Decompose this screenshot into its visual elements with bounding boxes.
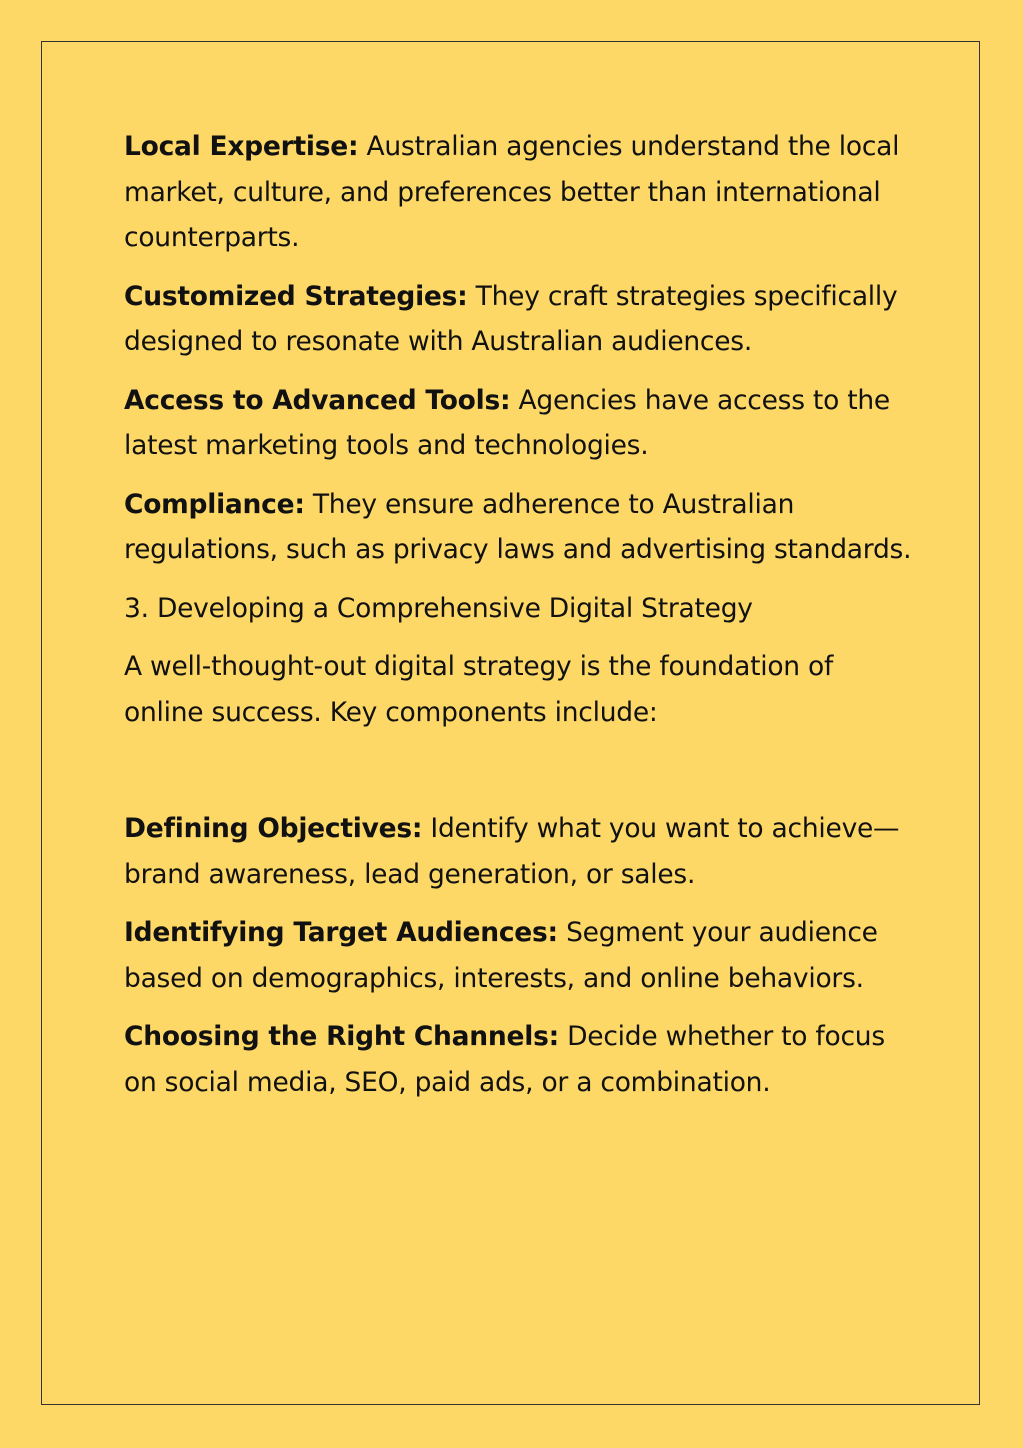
section-heading: 3. Developing a Comprehensive Digital Strategy (124, 592, 753, 624)
blank-spacer (124, 748, 914, 806)
item-text: Identify what you want to achieve—brand awareness, lead generation, or sales. (124, 813, 900, 890)
item-defining-objectives (124, 806, 914, 897)
section-intro: A well-thought-out digital strategy is the foundation of online success. Key components include: (124, 651, 834, 728)
item-text: They craft strategies specifically designed to resonate with Australian audiences. (124, 280, 898, 357)
item-customized-strategies (124, 274, 914, 365)
item-term: Defining Objectives: (124, 813, 423, 844)
item-text: Australian agencies understand the local market, culture, and preferences better than international counterparts. (124, 131, 900, 253)
item-term: Customized Strategies: (124, 280, 468, 312)
item-local-expertise (124, 124, 914, 261)
item-term: Choosing the Right Channels: (124, 1021, 559, 1052)
item-term: Local Expertise: (124, 131, 359, 162)
item-compliance (124, 482, 914, 573)
item-text: Agencies have access to the latest marketing tools and technologies. (124, 384, 890, 461)
item-access-to-advanced-tools (124, 378, 914, 469)
item-term: Identifying Target Audiences: (124, 917, 558, 948)
document-content (124, 124, 914, 1118)
item-text: They ensure adherence to Australian regulations, such as privacy laws and advertising standards. (124, 488, 912, 565)
item-term: Access to Advanced Tools: (124, 384, 511, 416)
item-text: Decide whether to focus on social media, SEO, paid ads, or a combination. (124, 1021, 885, 1098)
item-choosing-the-right-channels (124, 1014, 914, 1105)
item-identifying-target-audiences (124, 910, 914, 1001)
item-text: Segment your audience based on demographics, interests, and online behaviors. (124, 917, 878, 994)
item-term: Compliance: (124, 488, 305, 520)
